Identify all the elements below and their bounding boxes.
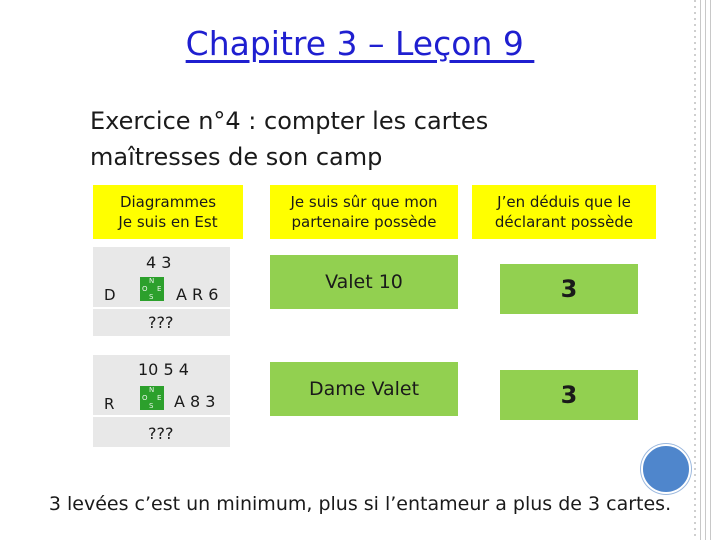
- border-dots: [694, 0, 696, 540]
- compass-south: S: [149, 402, 154, 410]
- border-line: [705, 0, 706, 540]
- compass-south: S: [149, 293, 154, 301]
- declarer-count-cell: [500, 370, 638, 420]
- page-title: Chapitre 3 – Leçon 9: [185, 24, 535, 63]
- compass-north: N: [149, 386, 155, 394]
- partner-cards-cell: [270, 255, 458, 309]
- header-line: Je suis sûr que mon: [290, 193, 438, 211]
- compass-east: E: [157, 394, 162, 402]
- east-cards: A 8 3: [174, 392, 216, 411]
- north-cards: 4 3: [146, 253, 172, 272]
- partner-cards: Valet 10: [325, 271, 403, 293]
- header-line: partenaire possède: [291, 213, 437, 231]
- declarer-count: 3: [560, 275, 578, 303]
- declarer-count: 3: [560, 381, 578, 409]
- compass-icon: [140, 277, 164, 301]
- header-line: Je suis en Est: [118, 213, 218, 231]
- header-declarer: [472, 185, 656, 239]
- border-line: [700, 0, 701, 540]
- border-line: [710, 0, 711, 540]
- decorative-circle: [641, 444, 691, 494]
- south-cards: ???: [148, 313, 174, 332]
- exercise-subtitle: [90, 103, 488, 175]
- header-partner: [270, 185, 458, 239]
- east-cards: A R 6: [176, 285, 219, 304]
- header-line: J’en déduis que le: [497, 193, 631, 211]
- compass-east: E: [157, 285, 162, 293]
- subtitle-line: Exercice n°4 : compter les cartes: [90, 107, 489, 135]
- subtitle-line: maîtresses de son camp: [90, 143, 383, 171]
- compass-west: O: [142, 285, 148, 293]
- compass-icon: [140, 386, 164, 410]
- compass-west: O: [142, 394, 148, 402]
- suit-label: R: [104, 395, 115, 413]
- footer-note: 3 levées c’est un minimum, plus si l’entameur a plus de 3 cartes.: [48, 493, 672, 515]
- north-cards: 10 5 4: [138, 360, 189, 379]
- header-line: Diagrammes: [119, 193, 217, 211]
- south-cards: ???: [148, 424, 174, 443]
- compass-north: N: [149, 277, 155, 285]
- header-line: déclarant possède: [494, 213, 634, 231]
- header-diagrams: [93, 185, 243, 239]
- declarer-count-cell: [500, 264, 638, 314]
- partner-cards-cell: [270, 362, 458, 416]
- suit-label: D: [104, 286, 116, 304]
- partner-cards: Dame Valet: [308, 378, 420, 400]
